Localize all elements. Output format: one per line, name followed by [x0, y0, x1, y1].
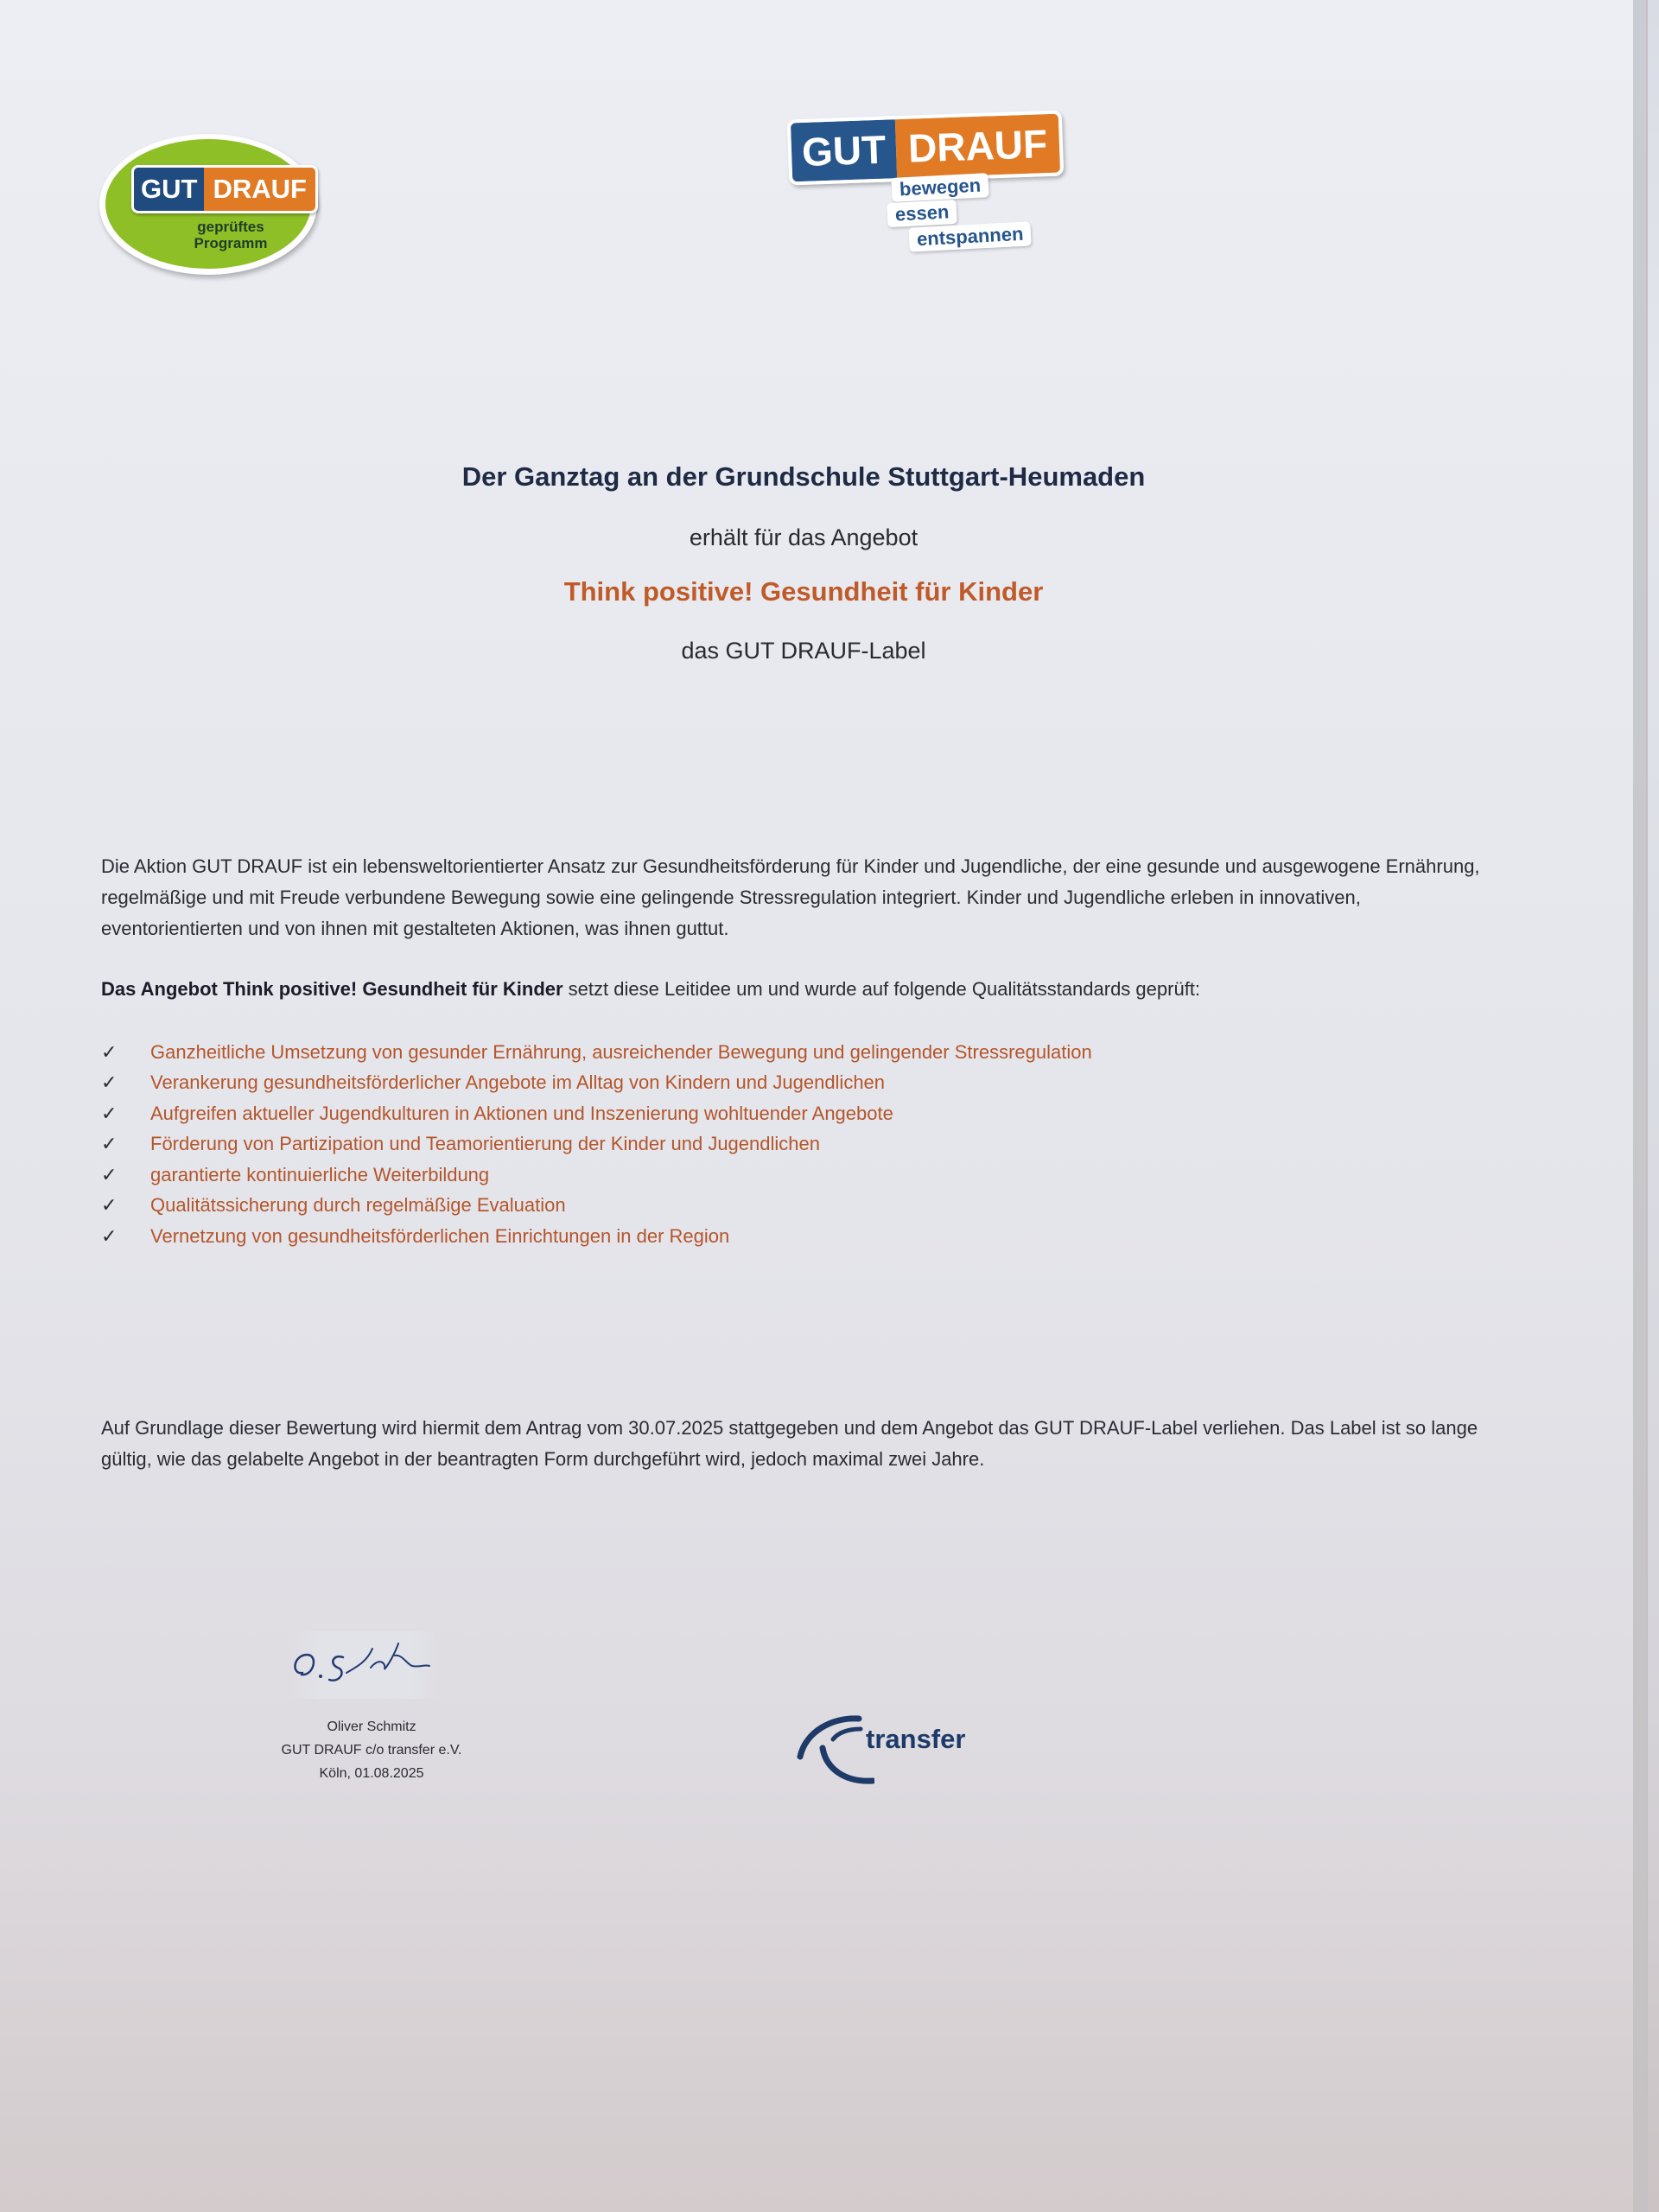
certificate-subtitle: erhält für das Angebot: [689, 524, 918, 550]
offer-name: Think positive! Gesundheit für Kinder: [563, 576, 1044, 607]
quality-criterion-text: Aufgreifen aktueller Jugendkulturen in Aktionen und Inszenierung wohltuender Angebote: [150, 1102, 893, 1124]
check-icon: ✓: [101, 1194, 118, 1217]
check-icon: ✓: [101, 1224, 118, 1247]
main-logo-gut: GUT: [791, 119, 897, 181]
gut-drauf-seal-logo: [99, 134, 317, 275]
signature-block: [233, 1715, 510, 1785]
quality-criteria-list: [101, 1037, 1092, 1252]
transfer-swoosh-icon: [797, 1713, 874, 1791]
transfer-wordmark: transfer: [866, 1724, 966, 1754]
quality-criterion-item: [101, 1098, 1092, 1129]
main-logo-badge: [787, 110, 1065, 185]
check-icon: ✓: [101, 1040, 118, 1063]
check-icon: ✓: [101, 1133, 118, 1155]
quality-criterion-item: [101, 1221, 1092, 1252]
logo-tag-bewegen: bewegen: [891, 173, 988, 202]
seal-badge: [131, 165, 318, 213]
check-icon: ✓: [101, 1163, 118, 1185]
quality-criterion-text: garantierte kontinuierliche Weiterbildung: [150, 1163, 490, 1185]
check-icon: ✓: [101, 1102, 118, 1124]
logo-tag-entspannen: entspannen: [908, 221, 1032, 251]
paper-edge: [1633, 0, 1646, 2212]
certificate-title: Der Ganztag an der Grundschule Stuttgart-Heumaden: [461, 461, 1146, 492]
closing-paragraph: Auf Grundlage dieser Bewertung wird hiermit dem Antrag vom 30.07.2025 stattgegeben und dem Angebot das GUT DRAUF-Label verliehen. Das Label ist so lange gültig, wie das gelabelte Angebot in der beantragten Form durchgeführt wird, jedoch maximal zwei Jahre.: [101, 1417, 1478, 1470]
angebot-bold-text: Das Angebot Think positive! Gesundheit für Kinder: [101, 978, 563, 1000]
seal-line-2: Programm: [194, 235, 268, 251]
signer-name: Oliver Schmitz: [327, 1719, 416, 1734]
quality-criterion-item: [101, 1037, 1092, 1068]
check-icon: ✓: [101, 1071, 118, 1094]
seal-subtitle: [166, 219, 296, 251]
signature-place-date: Köln, 01.08.2025: [319, 1766, 424, 1781]
logo-tag-essen: essen: [887, 200, 957, 227]
quality-criterion-item: [101, 1160, 1092, 1191]
quality-criterion-item: [101, 1129, 1092, 1160]
main-logo-drauf: DRAUF: [895, 114, 1060, 179]
angebot-paragraph: [101, 974, 1501, 1005]
signer-organization: GUT DRAUF c/o transfer e.V.: [281, 1743, 462, 1758]
intro-paragraph: Die Aktion GUT DRAUF ist ein lebensweltorientierter Ansatz zur Gesundheitsförderung für Kinder und Jugendliche, der eine gesunde und ausgewogene Ernährung, regelmäßige und mit Freude verbundene Bewegung sowie eine gelingende Stressregulation integriert. Kinder und Jugendliche erleben in innovativen, eventorientierten und von ihnen mit gestalteten Aktionen, was ihnen guttut.: [101, 855, 1480, 939]
quality-criterion-text: Qualitätssicherung durch regelmäßige Evaluation: [150, 1194, 566, 1217]
seal-line-1: geprüftes: [197, 219, 264, 235]
angebot-rest-text: setzt diese Leitidee um und wurde auf folgende Qualitätsstandards geprüft:: [563, 978, 1201, 1000]
quality-criterion-item: [101, 1191, 1092, 1222]
handwritten-signature: [289, 1631, 441, 1699]
label-line: das GUT DRAUF-Label: [681, 638, 926, 664]
quality-criterion-item: [101, 1068, 1092, 1099]
quality-criterion-text: Ganzheitliche Umsetzung von gesunder Ernährung, ausreichender Bewegung und gelingender Stressregulation: [150, 1040, 1092, 1063]
gut-drauf-main-logo: [788, 115, 1048, 257]
seal-badge-gut: GUT: [134, 168, 204, 211]
seal-green-oval: [105, 139, 311, 269]
transfer-logo: [797, 1713, 987, 1791]
quality-criterion-text: Vernetzung von gesundheitsförderlichen Einrichtungen in der Region: [150, 1224, 730, 1247]
quality-criterion-text: Förderung von Partizipation und Teamorientierung der Kinder und Jugendlichen: [150, 1133, 820, 1155]
seal-badge-drauf: DRAUF: [204, 168, 315, 211]
quality-criterion-text: Verankerung gesundheitsförderlicher Angebote im Alltag von Kindern und Jugendlichen: [150, 1071, 886, 1094]
